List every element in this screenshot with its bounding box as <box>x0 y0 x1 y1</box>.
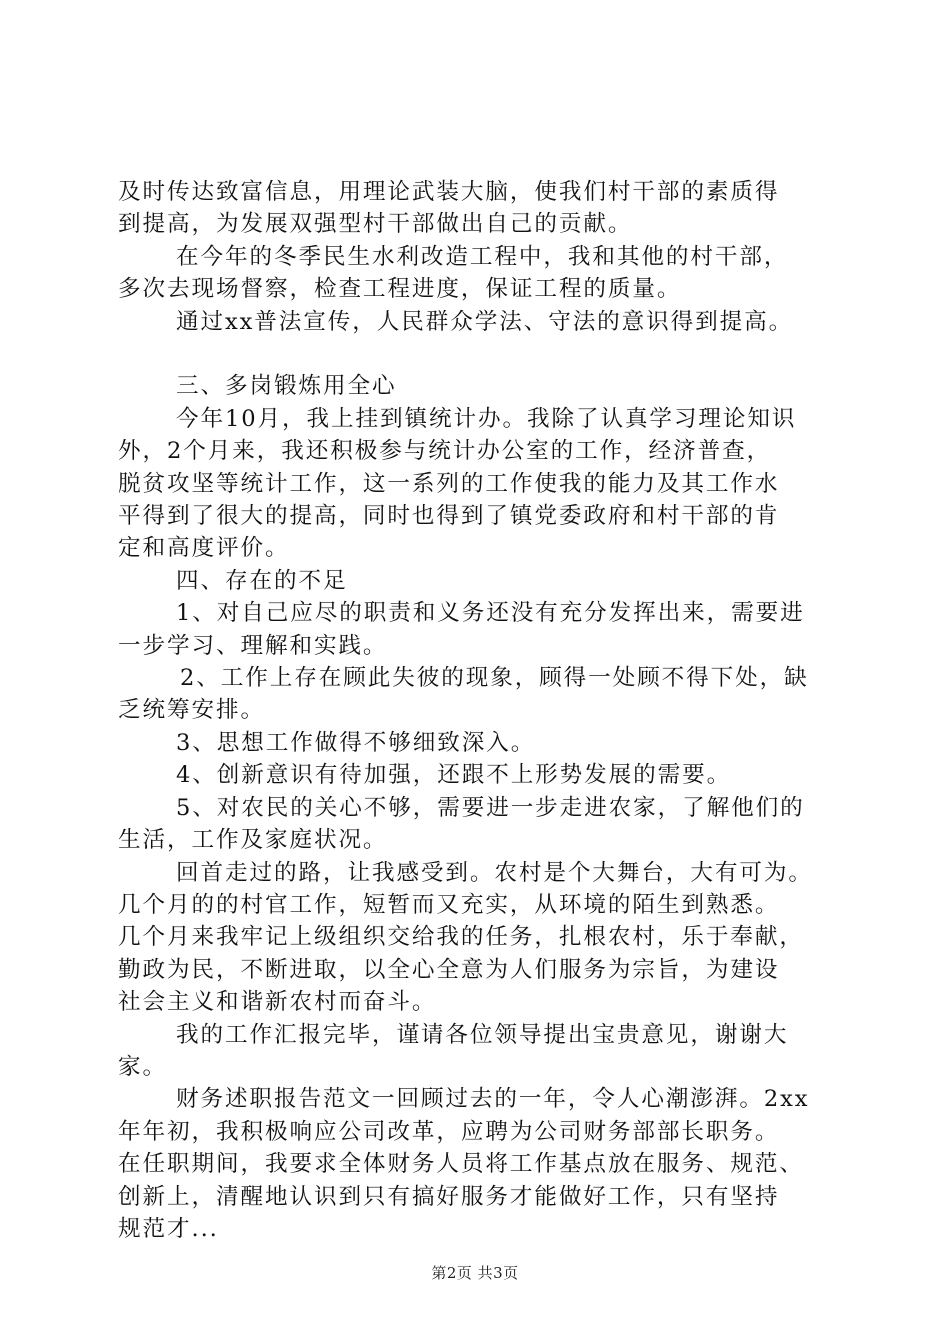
list-item: 4、创新意识有待加强，还跟不上形势发展的需要。 <box>176 762 732 789</box>
text-line: 家。 <box>118 1053 167 1080</box>
text-line: 社会主义和谐新农村而奋斗。 <box>118 989 437 1016</box>
text-line: 几个月来我牢记上级组织交给我的任务，扎根农村，乐于奉献， <box>118 924 804 951</box>
text-line: 乏统筹安排。 <box>118 697 265 724</box>
text-line: 回首走过的路，让我感受到。农村是个大舞台，大有可为。 <box>176 859 813 886</box>
text-line: 在任职期间，我要求全体财务人员将工作基点放在服务、规范、 <box>118 1151 804 1178</box>
document-body <box>118 176 834 1245</box>
blank-line <box>118 338 834 370</box>
text-line: 通过xx普法宣传，人民群众学法、守法的意识得到提高。 <box>176 308 794 335</box>
text-line: 多次去现场督察，检查工程进度，保证工程的质量。 <box>118 276 682 303</box>
text-line: 规范才... <box>118 1215 219 1242</box>
text-line: 几个月的的村官工作，短暂而又充实，从环境的陌生到熟悉。 <box>118 891 780 918</box>
page-number-footer: 第2页 共3页 <box>431 1264 519 1282</box>
list-item: 5、对农民的关心不够，需要进一步走进农家，了解他们的 <box>176 794 805 821</box>
text-line: 生活，工作及家庭状况。 <box>118 827 388 854</box>
text-line: 今年10月，我上挂到镇统计办。我除了认真学习理论知识 <box>176 405 797 432</box>
list-item: 2、工作上存在顾此失彼的现象，顾得一处顾不得下处，缺 <box>180 665 809 692</box>
text-line: 平得到了很大的提高，同时也得到了镇党委政府和村干部的肯 <box>118 503 780 530</box>
section-heading: 四、存在的不足 <box>176 567 348 594</box>
text-line: 我的工作汇报完毕，谨请各位领导提出宝贵意见，谢谢大 <box>176 1021 789 1048</box>
list-item: 3、思想工作做得不够细致深入。 <box>176 729 536 756</box>
text-line: 脱贫攻坚等统计工作，这一系列的工作使我的能力及其工作水 <box>118 470 780 497</box>
list-item: 1、对自己应尽的职责和义务还没有充分发挥出来，需要进 <box>176 600 805 627</box>
text-line: 勤政为民，不断进取，以全心全意为人们服务为宗旨，为建设 <box>118 956 780 983</box>
text-line: 外，2个月来，我还积极参与统计办公室的工作，经济普查， <box>118 438 772 465</box>
text-line: 创新上，清醒地认识到只有搞好服务才能做好工作，只有坚持 <box>118 1183 780 1210</box>
section-heading: 三、多岗锻炼用全心 <box>176 373 397 400</box>
text-line: 在今年的冬季民生水利改造工程中，我和其他的村干部， <box>176 243 789 270</box>
text-line: 定和高度评价。 <box>118 535 290 562</box>
text-line: 到提高，为发展双强型村干部做出自己的贡献。 <box>118 211 633 238</box>
text-line: 一步学习、理解和实践。 <box>118 632 388 659</box>
text-line: 财务述职报告范文一回顾过去的一年，令人心潮澎湃。2xx <box>176 1086 810 1113</box>
text-line: 及时传达致富信息，用理论武装大脑，使我们村干部的素质得 <box>118 179 780 205</box>
text-line: 年年初，我积极响应公司改革，应聘为公司财务部部长职务。 <box>118 1118 780 1145</box>
